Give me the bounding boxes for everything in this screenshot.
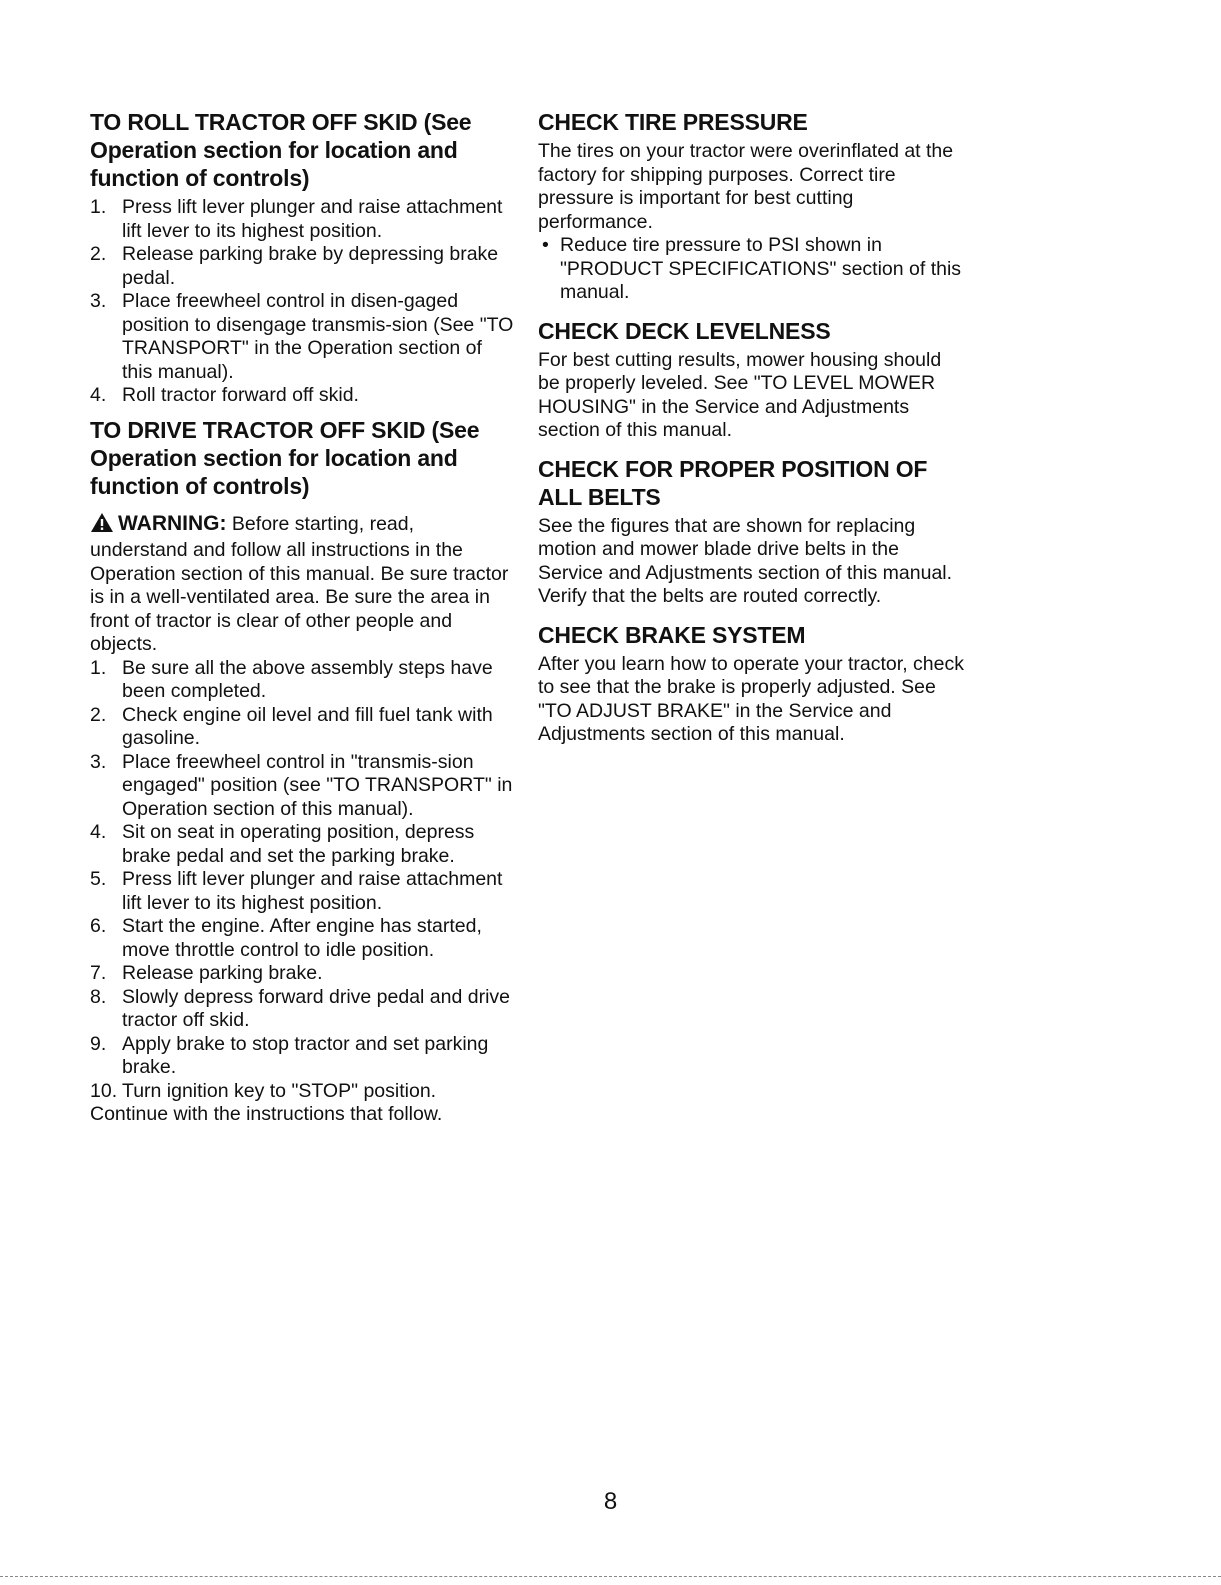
warning-block [90, 512, 515, 657]
list-item: 1. Be sure all the above assembly steps have been completed. [90, 656, 493, 702]
list-item: • Reduce tire pressure to PSI shown in "PRODUCT SPECIFICATIONS" section of this manual. [542, 234, 962, 303]
roll-off-skid-steps [90, 196, 515, 408]
tire-pressure-text: The tires on your tractor were overinflated at the factory for shipping purposes. Correct tire pressure is important for best cutting performance. [538, 140, 954, 233]
tire-pressure-bullets [538, 234, 968, 305]
belts-text: See the figures that are shown for replacing motion and mower blade drive belts in the Service and Adjustments section of this manual. Verify that the belts are routed correctly. [538, 514, 953, 607]
brake-system-heading: CHECK BRAKE SYSTEM [538, 621, 806, 648]
list-item: 5. Press lift lever plunger and raise attachment lift lever to its highest position. [90, 868, 503, 914]
list-item: 9. Apply brake to stop tractor and set parking brake. [90, 1032, 489, 1078]
left-column [90, 108, 515, 1127]
bottom-divider [0, 1576, 1221, 1577]
warning-text: Before starting, read, understand and follow all instructions in the Operation section of this manual. Be sure tractor is in a well-ventilated area. Be sure the area in front of tractor is clear of other people and objects. [90, 512, 509, 655]
list-item: 3. Place freewheel control in "transmis-sion engaged" position (see "TO TRANSPORT" in Operation section of this manual). [90, 750, 513, 820]
roll-off-skid-heading: TO ROLL TRACTOR OFF SKID (See Operation section for location and function of controls) [90, 109, 472, 191]
closing-note: Continue with the instructions that follow. [90, 1103, 443, 1125]
deck-levelness-heading: CHECK DECK LEVELNESS [538, 317, 831, 344]
list-item: 1. Press lift lever plunger and raise attachment lift lever to its highest position. [90, 196, 503, 242]
brake-system-text: After you learn how to operate your tractor, check to see that the brake is properly adjusted. See "TO ADJUST BRAKE" in the Service and Adjustments section of this manual. [538, 652, 964, 745]
right-column [538, 108, 968, 747]
list-item: 2. Release parking brake by depressing brake pedal. [90, 243, 499, 289]
list-item: 4. Roll tractor forward off skid. [90, 384, 359, 406]
bullet-icon: • [542, 234, 549, 256]
list-item: 4. Sit on seat in operating position, depress brake pedal and set the parking brake. [90, 821, 475, 867]
list-item: 8. Slowly depress forward drive pedal and drive tractor off skid. [90, 985, 511, 1031]
deck-levelness-text: For best cutting results, mower housing should be properly leveled. See "TO LEVEL MOWER HOUSING" in the Service and Adjustments section of this manual. [538, 348, 942, 441]
drive-off-skid-heading: TO DRIVE TRACTOR OFF SKID (See Operation section for location and function of controls) [90, 416, 480, 499]
drive-off-skid-steps [90, 657, 515, 1104]
list-item: 2. Check engine oil level and fill fuel tank with gasoline. [90, 703, 493, 749]
list-item: 10. Turn ignition key to "STOP" position. [90, 1079, 437, 1102]
warning-triangle-icon [90, 512, 114, 540]
page-number: 8 [603, 1488, 618, 1515]
warning-label: WARNING: [118, 511, 227, 535]
belts-heading: CHECK FOR PROPER POSITION OF ALL BELTS [538, 455, 928, 510]
list-item: 7. Release parking brake. [90, 962, 323, 984]
list-item: 6. Start the engine. After engine has started, move throttle control to idle position. [90, 915, 482, 961]
tire-pressure-heading: CHECK TIRE PRESSURE [538, 109, 808, 135]
list-item: 3. Place freewheel control in disen-gaged position to disengage transmis-sion (See "TO TRANSPORT" in the Operation section of this manual). [90, 290, 514, 383]
